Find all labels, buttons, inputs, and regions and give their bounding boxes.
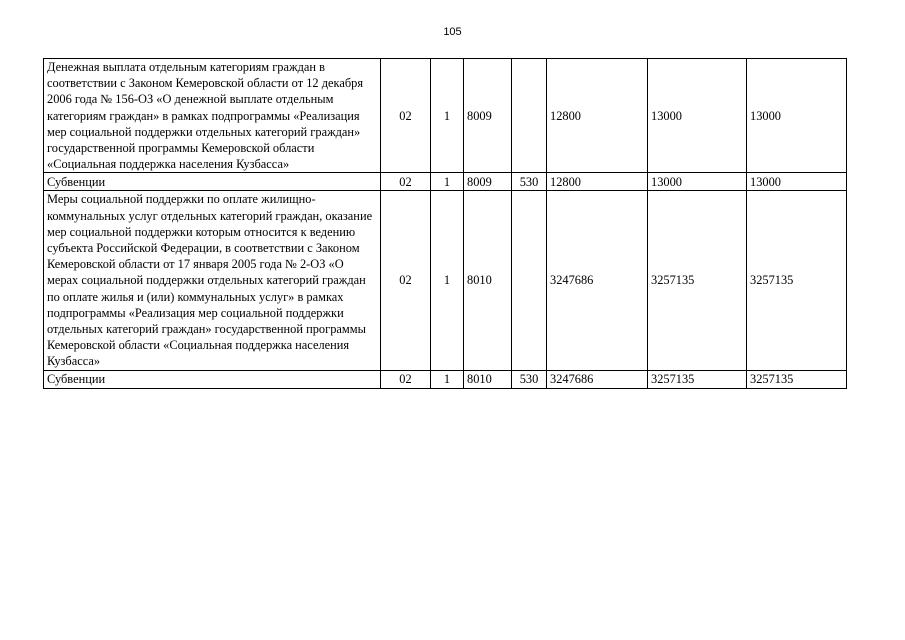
table-row <box>44 173 847 191</box>
row-sum-2: 13000 <box>648 173 747 191</box>
row-sum-3: 3257135 <box>747 370 847 388</box>
row-code: 8009 <box>464 173 512 191</box>
row-sum-3: 13000 <box>747 173 847 191</box>
table-row <box>44 59 847 173</box>
row-sum-1: 12800 <box>547 173 648 191</box>
row-section: 02 <box>381 59 431 173</box>
row-sum-2: 3257135 <box>648 191 747 370</box>
row-code: 8010 <box>464 191 512 370</box>
row-section: 02 <box>381 173 431 191</box>
row-subsection: 1 <box>431 59 464 173</box>
row-sum-3: 13000 <box>747 59 847 173</box>
row-description: Денежная выплата отдельным категориям граждан в соответствии с Законом Кемеровской области от 12 декабря 2006 года № 156-ОЗ «О денежной выплате отдельным категориям граждан» в рамках подпрограммы «Реализация мер социальной поддержки отдельных категорий граждан» государственной программы Кемеровской области «Социальная поддержка населения Кузбасса» <box>44 59 381 173</box>
row-sum-1: 3247686 <box>547 370 648 388</box>
table-row <box>44 191 847 370</box>
row-sum-2: 3257135 <box>648 370 747 388</box>
row-type: 530 <box>512 370 547 388</box>
row-subsection: 1 <box>431 173 464 191</box>
row-description: Субвенции <box>44 173 381 191</box>
budget-table <box>43 58 847 389</box>
row-type: 530 <box>512 173 547 191</box>
row-subsection: 1 <box>431 191 464 370</box>
row-section: 02 <box>381 191 431 370</box>
row-description: Меры социальной поддержки по оплате жилищно-коммунальных услуг отдельных категорий граждан, оказание мер социальной поддержки которым относится к ведению субъекта Российской Федерации, в соответствии с Законом Кемеровской области от 17 января 2005 года № 2-ОЗ «О мерах социальной поддержки отдельных категорий граждан по оплате жилья и (или) коммунальных услуг» в рамках подпрограммы «Реализация мер социальной поддержки отдельных категорий граждан» государственной программы Кемеровской области «Социальная поддержка населения Кузбасса» <box>44 191 381 370</box>
row-sum-3: 3257135 <box>747 191 847 370</box>
row-sum-2: 13000 <box>648 59 747 173</box>
table-row <box>44 370 847 388</box>
row-code: 8010 <box>464 370 512 388</box>
row-description: Субвенции <box>44 370 381 388</box>
row-type <box>512 59 547 173</box>
page-number: 105 <box>443 26 462 38</box>
row-sum-1: 3247686 <box>547 191 648 370</box>
row-type <box>512 191 547 370</box>
row-subsection: 1 <box>431 370 464 388</box>
row-sum-1: 12800 <box>547 59 648 173</box>
row-code: 8009 <box>464 59 512 173</box>
row-section: 02 <box>381 370 431 388</box>
